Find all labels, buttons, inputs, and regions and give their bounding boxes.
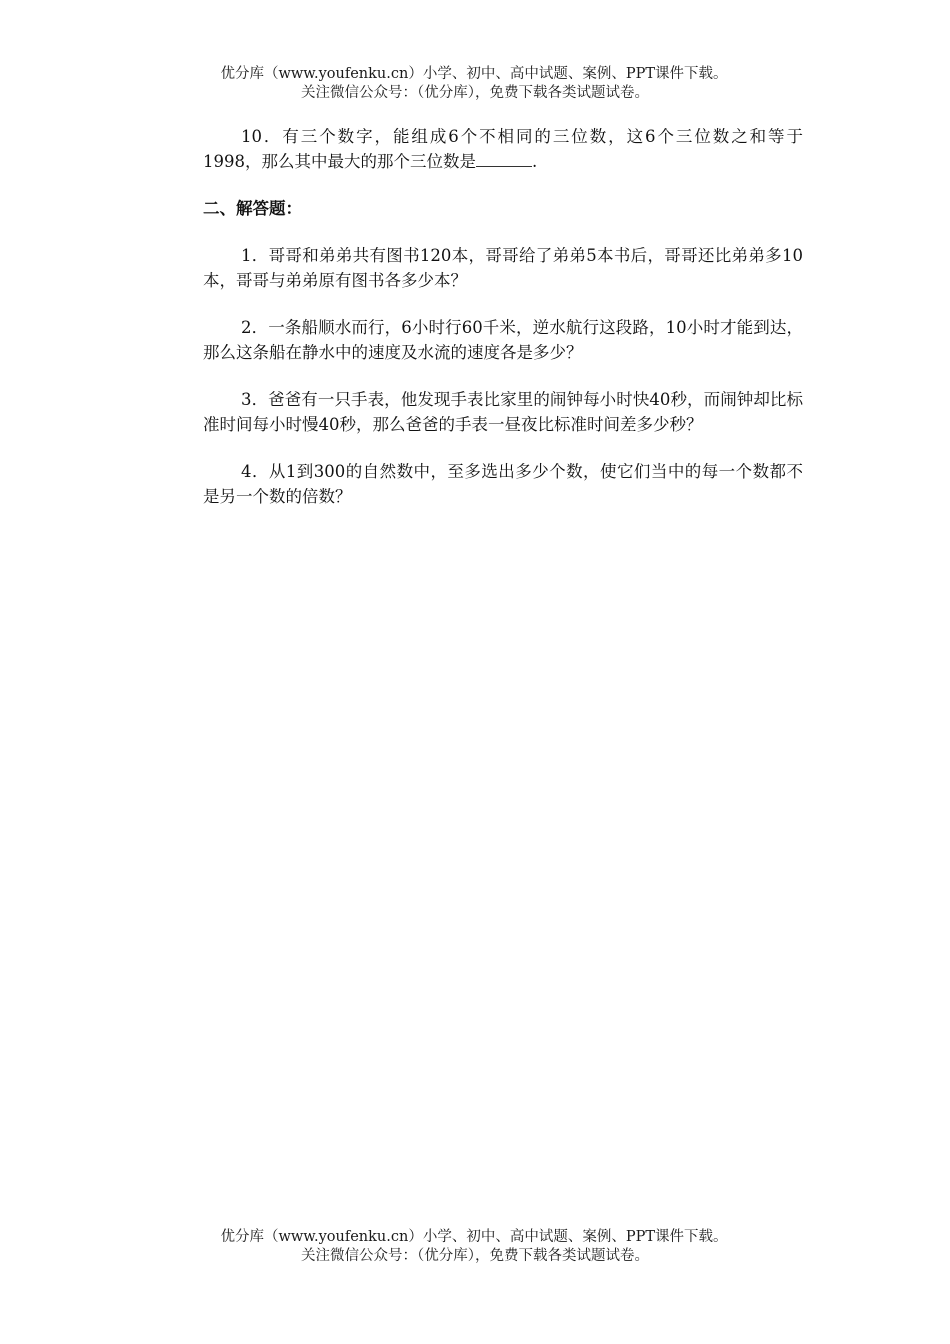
footer-line-2: 关注微信公众号：（优分库），免费下载各类试题试卷。: [301, 1248, 649, 1264]
fill-question-text: 10．有三个数字，能组成6个不相同的三位数，这6个三位数之和等于1998，那么其中最大的那个三位数是: [203, 127, 803, 171]
page-footer: [0, 1228, 950, 1266]
fill-question-end: .: [532, 152, 538, 171]
question-3: 3．爸爸有一只手表，他发现手表比家里的闹钟每小时快40秒，而闹钟却比标准时间每小时慢40秒，那么爸爸的手表一昼夜比标准时间差多少秒？: [203, 390, 803, 434]
question-4: 4．从1到300的自然数中，至多选出多少个数，使它们当中的每一个数都不是另一个数的倍数？: [203, 462, 803, 506]
fill-question-10: [203, 124, 803, 174]
header-line-1: 优分库（www.youfenku.cn）小学、初中、高中试题、案例、PPT课件下载。: [220, 66, 728, 82]
answer-blank: [476, 150, 532, 167]
question-2: 2．一条船顺水而行，6小时行60千米，逆水航行这段路，10小时才能到达，那么这条船在静水中的速度及水流的速度各是多少？: [203, 318, 803, 362]
header-line-2: 关注微信公众号：（优分库），免费下载各类试题试卷。: [301, 85, 649, 101]
question-1: 1．哥哥和弟弟共有图书120本，哥哥给了弟弟5本书后，哥哥还比弟弟多10本，哥哥与弟弟原有图书各多少本？: [203, 246, 803, 290]
section-title: 二、解答题：: [203, 199, 302, 218]
footer-line-1: 优分库（www.youfenku.cn）小学、初中、高中试题、案例、PPT课件下载。: [220, 1229, 728, 1245]
document-body: [203, 124, 803, 509]
page-header: [0, 65, 950, 103]
